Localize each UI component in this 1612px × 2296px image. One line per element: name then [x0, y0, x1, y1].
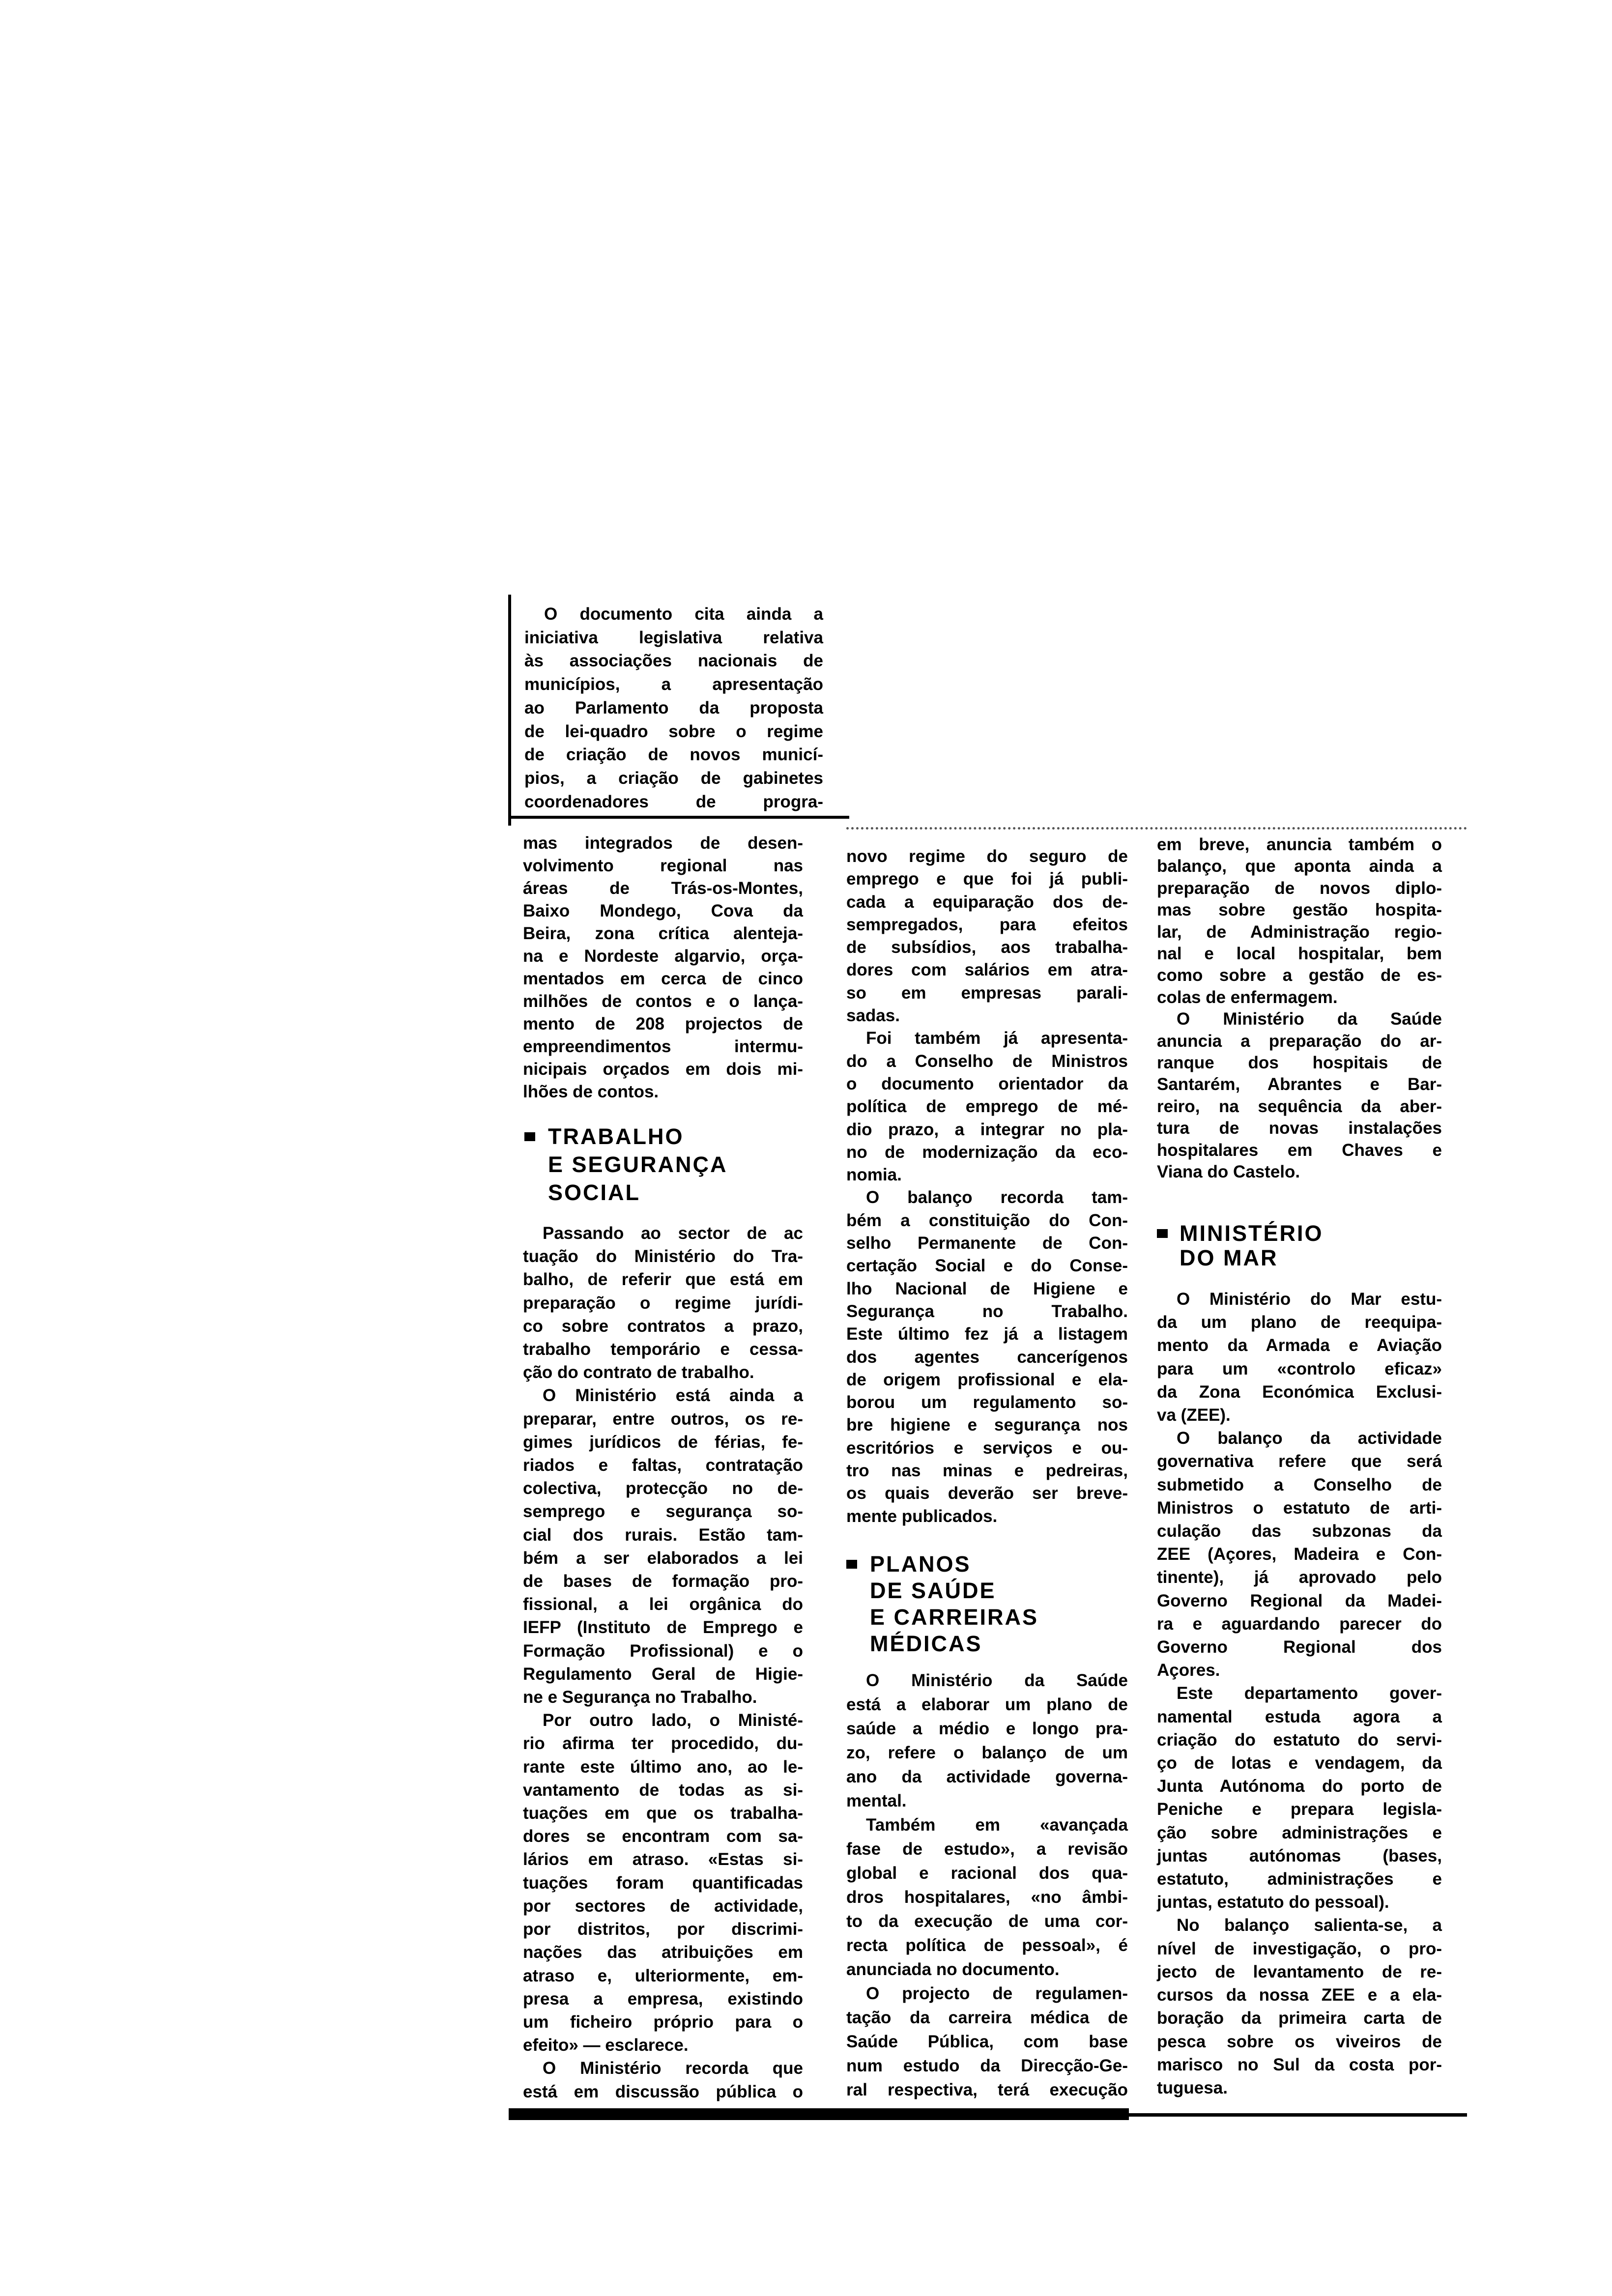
text-line: No balanço salienta-se, a [1177, 1916, 1442, 1935]
text-line: Governo Regional da Madei- [1157, 1591, 1442, 1610]
text-line: da um plano de reequipa- [1157, 1313, 1442, 1332]
text-line: os quais deverão ser breve- [846, 1484, 1128, 1503]
text-line: IEFP (Instituto de Emprego e [523, 1618, 803, 1637]
text-line: O documento cita ainda a [544, 604, 823, 624]
column-1-body-text [523, 1222, 803, 2103]
text-line: colas de enfermagem. [1157, 987, 1338, 1007]
text-line: às associações nacionais de [524, 651, 823, 671]
text-line: mento da Armada e Aviação [1157, 1336, 1442, 1355]
bullet-icon [524, 1132, 535, 1141]
text-line: sadas. [846, 1006, 900, 1026]
text-line: mente publicados. [846, 1506, 998, 1526]
text-line: boração da primeira carta de [1157, 2009, 1442, 2028]
section-heading-ministerio-mar [1180, 1221, 1324, 1270]
text-line: o documento orientador da [846, 1074, 1128, 1093]
text-line: lhões de contos. [523, 1082, 659, 1101]
heading-line: E SEGURANÇA [548, 1152, 728, 1177]
text-line: de lei-quadro sobre o regime [524, 721, 823, 741]
text-line: lho Nacional de Higiene e [846, 1279, 1128, 1298]
text-line: ção sobre administrações e [1157, 1823, 1442, 1842]
text-line: por distritos, por discrimi- [523, 1920, 803, 1939]
paragraph [523, 1222, 803, 1384]
text-line: mento de 208 projectos de [523, 1014, 803, 1033]
heading-line: E CARREIRAS [870, 1605, 1039, 1630]
text-line: Regulamento Geral de Higie- [523, 1664, 803, 1684]
text-line: Ministros o estatuto de arti- [1157, 1498, 1442, 1518]
text-line: nomia. [846, 1165, 902, 1185]
text-line: Passando ao sector de ac [543, 1224, 803, 1243]
text-line: em breve, anuncia também o [1157, 835, 1442, 854]
text-line: O Ministério do Mar estu- [1177, 1290, 1442, 1309]
text-line: ço de lotas e vendagem, da [1157, 1753, 1442, 1773]
paragraph [523, 1384, 803, 1709]
text-line: mas sobre gestão hospita- [1157, 900, 1442, 920]
paragraph [523, 832, 803, 1103]
text-line: empreendimentos intermu- [523, 1037, 803, 1056]
text-line: bre higiene e segurança nos [846, 1415, 1128, 1435]
intro-box-text [524, 603, 823, 813]
text-line: Por outro lado, o Ministé- [543, 1711, 803, 1730]
text-line: rio afirma ter procedido, du- [523, 1734, 803, 1753]
text-line: atraso e, ulteriormente, em- [523, 1966, 803, 1985]
text-line: fase de estudo», a revisão [846, 1839, 1128, 1859]
text-line: da Zona Económica Exclusi- [1157, 1382, 1442, 1402]
text-line: dio prazo, a integrar no pla- [846, 1119, 1128, 1139]
text-line: Formação Profissional) e o [523, 1641, 803, 1661]
text-line: de bases de formação pro- [523, 1572, 803, 1591]
text-line: municípios, a apresentação [524, 675, 823, 694]
text-line: está em discussão pública o [523, 2082, 803, 2101]
column-2-body-text [846, 1668, 1128, 2102]
text-line: estatuto, administrações e [1157, 1869, 1442, 1889]
text-line: recta política de pessoal», é [846, 1936, 1128, 1955]
text-line: borou um regulamento so- [846, 1393, 1128, 1412]
text-line: preparação de novos diplo- [1157, 878, 1442, 898]
text-line: Saúde Pública, com base [846, 2032, 1128, 2051]
text-line: lar, de Administração regio- [1157, 922, 1442, 942]
text-line: tuações em que os trabalha- [523, 1804, 803, 1823]
text-line: nal e local hospitalar, bem [1157, 944, 1442, 964]
text-line: de subsídios, aos trabalha- [846, 938, 1128, 957]
text-line: Foi também já apresenta- [866, 1029, 1128, 1048]
text-line: bém a ser elaborados a lei [523, 1548, 803, 1568]
text-line: tação da carreira médica de [846, 2008, 1128, 2027]
column-2-top-text [846, 845, 1128, 1528]
text-line: O projecto de regulamen- [866, 1984, 1128, 2003]
text-line: trabalho temporário e cessa- [523, 1340, 803, 1359]
text-line: O Ministério está ainda a [543, 1386, 803, 1406]
text-line: ra e aguardando parecer do [1157, 1614, 1442, 1634]
text-line: tinente), já aprovado pelo [1157, 1568, 1442, 1587]
text-line: fissional, a lei orgânica do [523, 1595, 803, 1614]
column-1-top-text [523, 832, 803, 1103]
text-line: riados e faltas, contratação [523, 1456, 803, 1475]
text-line: dores se encontram com sa- [523, 1827, 803, 1846]
text-line: rante este último ano, ao le- [523, 1757, 803, 1777]
text-line: Junta Autónoma do porto de [1157, 1777, 1442, 1796]
heading-line: MINISTÉRIO [1180, 1221, 1324, 1246]
text-line: O balanço recorda tam- [866, 1188, 1128, 1207]
text-line: tuações foram quantificadas [523, 1873, 803, 1893]
text-line: mas integrados de desen- [523, 833, 803, 853]
section-heading-planos-saude [870, 1551, 1038, 1657]
text-line: reiro, na sequência da aber- [1157, 1096, 1442, 1116]
bullet-icon [846, 1560, 857, 1569]
paragraph [846, 1027, 1128, 1186]
text-line: de criação de novos municí- [524, 745, 823, 765]
text-line: ao Parlamento da proposta [524, 698, 823, 718]
text-line: como sobre a gestão de es- [1157, 966, 1442, 985]
column-3-top-text [1157, 834, 1442, 1183]
text-line: escritórios e serviços e ou- [846, 1438, 1128, 1458]
text-line: Também em «avançada [866, 1815, 1128, 1835]
text-line: colectiva, protecção no de- [523, 1479, 803, 1498]
text-line: dores com salários em atra- [846, 960, 1128, 980]
text-line: zo, refere o balanço de um [846, 1743, 1128, 1762]
text-line: mental. [846, 1791, 907, 1810]
column-3-body-text [1157, 1288, 1442, 2099]
paragraph [524, 603, 823, 813]
text-line: no de modernização da eco- [846, 1142, 1128, 1162]
text-line: milhões de contos e o lança- [523, 992, 803, 1011]
text-line: pios, a criação de gabinetes [524, 768, 823, 788]
bottom-thin-rule [1128, 2113, 1467, 2117]
text-line: volvimento regional nas [523, 856, 803, 875]
text-line: presa a empresa, existindo [523, 1989, 803, 2009]
paragraph [846, 1981, 1128, 2102]
text-line: to da execução de uma cor- [846, 1912, 1128, 1931]
text-line: pesca sobre os viveiros de [1157, 2032, 1442, 2051]
paragraph [523, 1709, 803, 2057]
text-line: vantamento de todas as si- [523, 1780, 803, 1800]
heading-line: MÉDICAS [870, 1631, 982, 1656]
text-line: O Ministério da Saúde [1177, 1009, 1442, 1029]
text-line: so em empresas parali- [846, 983, 1128, 1003]
text-line: hospitalares em Chaves e [1157, 1140, 1442, 1160]
text-line: ZEE (Açores, Madeira e Con- [1157, 1545, 1442, 1564]
text-line: dos agentes cancerígenos [846, 1347, 1128, 1367]
section-heading-trabalho [548, 1122, 728, 1206]
column-top-divider [846, 827, 1467, 830]
text-line: ne e Segurança no Trabalho. [523, 1688, 757, 1707]
text-line: sempregados, para efeitos [846, 915, 1128, 934]
text-line: cada a equiparação dos de- [846, 892, 1128, 912]
paragraph [1157, 1288, 1442, 1427]
text-line: culação das subzonas da [1157, 1521, 1442, 1541]
text-line: bém a constituição do Con- [846, 1210, 1128, 1230]
text-line: lários em atraso. «Estas si- [523, 1850, 803, 1869]
text-line: preparação o regime jurídi- [523, 1293, 803, 1313]
heading-line: DE SAÚDE [870, 1578, 996, 1603]
text-line: va (ZEE). [1157, 1406, 1231, 1425]
box-bottom-border [508, 816, 849, 819]
text-line: juntas, estatuto do pessoal). [1157, 1893, 1389, 1912]
paragraph [523, 2057, 803, 2103]
bottom-thick-rule [509, 2108, 1129, 2120]
text-line: marisco no Sul da costa por- [1157, 2055, 1442, 2074]
bullet-icon [1157, 1229, 1168, 1238]
text-line: Baixo Mondego, Cova da [523, 901, 803, 920]
text-line: Governo Regional dos [1157, 1637, 1442, 1657]
paragraph [846, 1186, 1128, 1527]
text-line: Santarém, Abrantes e Bar- [1157, 1075, 1442, 1094]
paragraph [846, 845, 1128, 1027]
text-line: juntas autónomas (bases, [1157, 1846, 1442, 1866]
text-line: anuncia a preparação do ar- [1157, 1031, 1442, 1051]
box-left-border [508, 595, 511, 826]
text-line: do a Conselho de Ministros [846, 1051, 1128, 1071]
text-line: num estudo da Direcção-Ge- [846, 2056, 1128, 2075]
text-line: na e Nordeste algarvio, orça- [523, 947, 803, 966]
text-line: tura de novas instalações [1157, 1119, 1442, 1138]
text-line: preparar, entre outros, os re- [523, 1409, 803, 1429]
text-line: Segurança no Trabalho. [846, 1301, 1128, 1321]
text-line: um ficheiro próprio para o [523, 2012, 803, 2032]
heading-line: PLANOS [870, 1551, 971, 1577]
text-line: submetido a Conselho de [1157, 1475, 1442, 1494]
text-line: Viana do Castelo. [1157, 1162, 1300, 1182]
text-line: nível de investigação, o pro- [1157, 1939, 1442, 1958]
text-line: Açores. [1157, 1661, 1220, 1680]
text-line: ano da actividade governa- [846, 1767, 1128, 1786]
text-line: dros hospitalares, «no âmbi- [846, 1888, 1128, 1907]
text-line: nicipais orçados em dois mi- [523, 1060, 803, 1079]
text-line: O Ministério recorda que [543, 2059, 803, 2078]
heading-line: DO MAR [1180, 1245, 1278, 1270]
paragraph [1157, 1008, 1442, 1183]
text-line: tuação do Ministério do Tra- [523, 1247, 803, 1266]
text-line: está a elaborar um plano de [846, 1695, 1128, 1714]
text-line: áreas de Trás-os-Montes, [523, 879, 803, 898]
text-line: global e racional dos qua- [846, 1864, 1128, 1883]
text-line: de origem profissional e ela- [846, 1370, 1128, 1389]
heading-line: SOCIAL [548, 1180, 641, 1205]
text-line: gimes jurídicos de férias, fe- [523, 1432, 803, 1452]
text-line: selho Permanente de Con- [846, 1234, 1128, 1253]
paragraph [1157, 834, 1442, 1008]
text-line: criação do estatuto do servi- [1157, 1730, 1442, 1750]
paragraph [846, 1813, 1128, 1981]
text-line: O Ministério da Saúde [866, 1671, 1128, 1690]
text-line: tro nas minas e pedreiras, [846, 1461, 1128, 1481]
text-line: saúde a médio e longo pra- [846, 1719, 1128, 1738]
paragraph [1157, 1682, 1442, 1914]
text-line: novo regime do seguro de [846, 847, 1128, 866]
text-line: política de emprego de mé- [846, 1097, 1128, 1117]
paragraph [1157, 1914, 1442, 2099]
text-line: para um «controlo eficaz» [1157, 1359, 1442, 1378]
text-line: Este último fez já a listagem [846, 1324, 1128, 1344]
text-line: efeito» — esclarece. [523, 2036, 689, 2055]
text-line: O balanço da actividade [1177, 1429, 1442, 1448]
text-line: coordenadores de progra- [524, 792, 823, 811]
paragraph [1157, 1427, 1442, 1682]
text-line: Este departamento gover- [1177, 1684, 1442, 1703]
heading-line: TRABALHO [548, 1124, 684, 1149]
text-line: Peniche e prepara legisla- [1157, 1800, 1442, 1819]
text-line: governativa refere que será [1157, 1452, 1442, 1471]
text-line: cursos da nossa ZEE e a ela- [1157, 1985, 1442, 2005]
text-line: ranque dos hospitais de [1157, 1053, 1442, 1073]
text-line: balho, de referir que está em [523, 1270, 803, 1290]
text-line: ral respectiva, terá execução [846, 2080, 1128, 2099]
text-line: namental estuda agora a [1157, 1707, 1442, 1726]
text-line: tuguesa. [1157, 2078, 1228, 2097]
text-line: Beira, zona crítica alenteja- [523, 924, 803, 943]
text-line: cial dos rurais. Estão tam- [523, 1525, 803, 1545]
text-line: jecto de levantamento de re- [1157, 1962, 1442, 1981]
text-line: nações das atribuições em [523, 1943, 803, 1962]
paragraph [846, 1668, 1128, 1813]
text-line: balanço, que aponta ainda a [1157, 857, 1442, 876]
text-line: co sobre contratos a prazo, [523, 1316, 803, 1336]
text-line: anunciada no documento. [846, 1960, 1060, 1979]
text-line: semprego e segurança so- [523, 1502, 803, 1521]
text-line: por sectores de actividade, [523, 1896, 803, 1916]
text-line: ção do contrato de trabalho. [523, 1363, 754, 1382]
text-line: iniciativa legislativa relativa [524, 628, 823, 647]
text-line: emprego e que foi já publi- [846, 869, 1128, 889]
text-line: certação Social e do Conse- [846, 1256, 1128, 1276]
text-line: mentados em cerca de cinco [523, 969, 803, 988]
